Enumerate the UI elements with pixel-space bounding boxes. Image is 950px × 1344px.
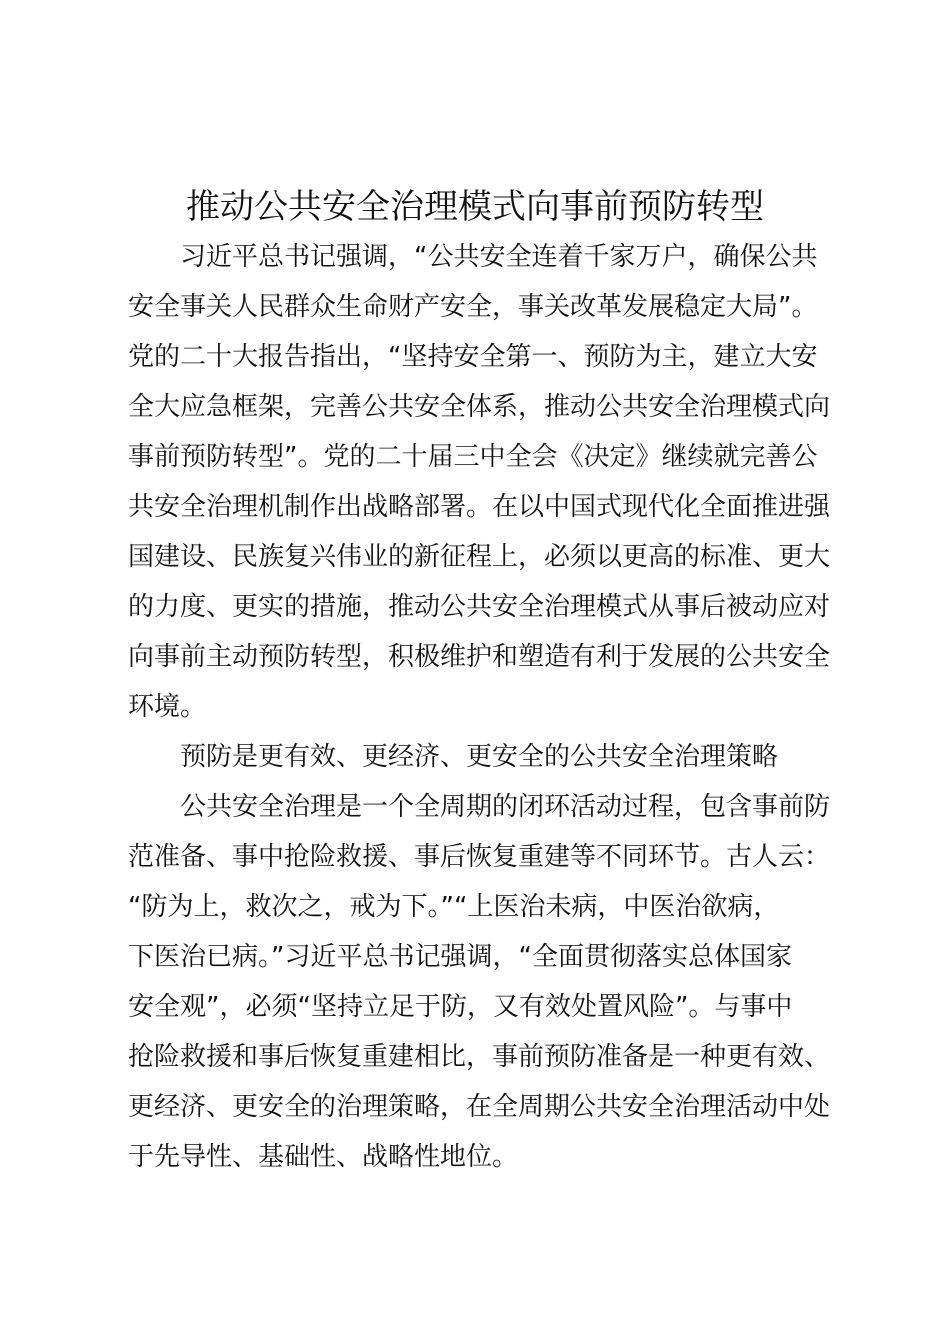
text-line: 党的二十大报告指出，“坚持安全第一、预防为主，建立大安	[128, 342, 818, 372]
text-line: 习近平总书记强调，“公共安全连着千家万户，确保公共	[180, 242, 818, 272]
text-line: 于先导性、基础性、战略性地位。	[128, 1142, 519, 1172]
paragraph-intro	[128, 232, 838, 732]
section-heading-block	[128, 732, 838, 782]
text-line: 安全观”，必须“坚持立足于防，又有效处置风险”。与事中	[128, 992, 793, 1022]
text-line: 范准备、事中抢险救援、事后恢复重建等不同环节。古人云：	[128, 842, 831, 872]
text-line: 下医治已病。”习近平总书记强调，“全面贯彻落实总体国家	[128, 942, 792, 972]
text-line: 更经济、更安全的治理策略，在全周期公共安全治理活动中处	[128, 1092, 831, 1122]
text-line: 共安全治理机制作出战略部署。在以中国式现代化全面推进强	[128, 492, 831, 522]
section-heading: 预防是更有效、更经济、更安全的公共安全治理策略	[180, 742, 779, 772]
text-line: 全大应急框架，完善公共安全体系，推动公共安全治理模式向	[128, 392, 831, 422]
text-line: 国建设、民族复兴伟业的新征程上，必须以更高的标准、更大	[128, 542, 831, 572]
document-title: 推动公共安全治理模式向事前预防转型	[186, 187, 764, 227]
text-line: 环境。	[128, 692, 207, 722]
text-line: “防为上，救次之，戒为下。”“上医治未病，中医治欲病，	[128, 892, 780, 922]
text-line: 向事前主动预防转型，积极维护和塑造有利于发展的公共安全	[128, 642, 831, 672]
document-body	[128, 232, 838, 1182]
text-line: 抢险救援和事后恢复重建相比，事前预防准备是一种更有效、	[128, 1042, 831, 1072]
text-line: 公共安全治理是一个全周期的闭环活动过程，包含事前防	[180, 792, 831, 822]
text-line: 安全事关人民群众生命财产安全，事关改革发展稳定大局”。	[128, 292, 818, 322]
text-line: 事前预防转型”。党的二十届三中全会《决定》继续就完善公	[128, 442, 818, 472]
text-line: 的力度、更实的措施，推动公共安全治理模式从事后被动应对	[128, 592, 831, 622]
paragraph-prevention	[128, 782, 838, 1182]
